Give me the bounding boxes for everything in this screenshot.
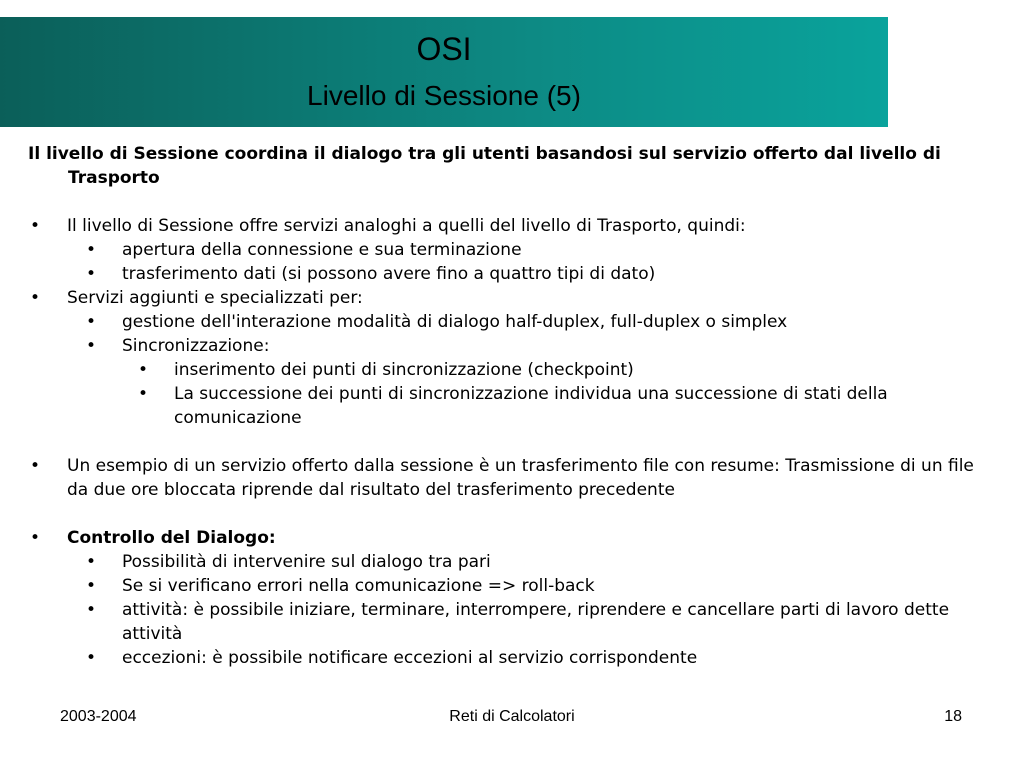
sub-bullet-services-2 — [28, 262, 988, 286]
bullet-icon: • — [30, 528, 41, 548]
bullet-text: Controllo del Dialogo: — [67, 528, 276, 548]
sub-bullet-extra-2 — [28, 334, 988, 358]
bullet-text: apertura della connessione e sua terminazione — [122, 240, 522, 260]
sub-bullet-control-3 — [28, 598, 988, 646]
bullet-icon: • — [86, 552, 97, 572]
bullet-icon: • — [86, 648, 97, 668]
bullet-text: Servizi aggiunti e specializzati per: — [67, 288, 363, 308]
bullet-icon: • — [86, 600, 97, 620]
bullet-text: Un esempio di un servizio offerto dalla sessione è un trasferimento file con resume: Trasmissione di un file da due ore bloccata riprende dal risultato del trasferimento precedente — [67, 456, 974, 500]
bullet-icon: • — [30, 456, 41, 476]
sub-bullet-control-4 — [28, 646, 988, 670]
bullet-icon: • — [86, 336, 97, 356]
bullet-text: attività: è possibile iniziare, terminare, interrompere, riprendere e cancellare parti di lavoro dette attività — [122, 600, 950, 644]
slide-title: OSI — [416, 31, 472, 67]
bullet-icon: • — [86, 264, 97, 284]
footer-page-number: 18 — [944, 708, 962, 725]
bullet-text: Se si verificano errori nella comunicazione => roll-back — [122, 576, 595, 596]
bullet-text: Sincronizzazione: — [122, 336, 270, 356]
slide-title-bar — [0, 17, 888, 127]
bullet-icon: • — [138, 360, 149, 380]
footer-date: 2003-2004 — [60, 708, 137, 725]
intro-paragraph: Il livello di Sessione coordina il dialogo tra gli utenti basandosi sul servizio offerto dal livello di Trasporto — [28, 144, 941, 188]
bullet-services — [28, 214, 988, 238]
slide-body — [28, 142, 988, 670]
sub-sub-bullet-sync-2 — [28, 382, 988, 430]
bullet-text: Possibilità di intervenire sul dialogo tra pari — [122, 552, 491, 572]
bullet-icon: • — [138, 384, 149, 404]
sub-bullet-control-1 — [28, 550, 988, 574]
bullet-text: trasferimento dati (si possono avere fino a quattro tipi di dato) — [122, 264, 656, 284]
bullet-icon: • — [30, 288, 41, 308]
bullet-text: eccezioni: è possibile notificare eccezioni al servizio corrispondente — [122, 648, 698, 668]
footer-course-title: Reti di Calcolatori — [449, 708, 575, 725]
slide-subtitle: Livello di Sessione (5) — [307, 80, 581, 111]
bullet-text: La successione dei punti di sincronizzazione individua una successione di stati della comunicazione — [174, 384, 888, 428]
bullet-text: Il livello di Sessione offre servizi analoghi a quelli del livello di Trasporto, quindi: — [67, 216, 746, 236]
bullet-text: gestione dell'interazione modalità di dialogo half-duplex, full-duplex o simplex — [122, 312, 788, 332]
sub-sub-bullet-sync-1 — [28, 358, 988, 382]
bullet-extra — [28, 286, 988, 310]
sub-bullet-services-1 — [28, 238, 988, 262]
bullet-text: inserimento dei punti di sincronizzazione (checkpoint) — [174, 360, 634, 380]
bullet-icon: • — [30, 216, 41, 236]
sub-bullet-extra-1 — [28, 310, 988, 334]
bullet-icon: • — [86, 240, 97, 260]
sub-bullet-control-2 — [28, 574, 988, 598]
bullet-icon: • — [86, 312, 97, 332]
bullet-control — [28, 526, 988, 550]
bullet-icon: • — [86, 576, 97, 596]
bullet-example — [28, 454, 988, 502]
